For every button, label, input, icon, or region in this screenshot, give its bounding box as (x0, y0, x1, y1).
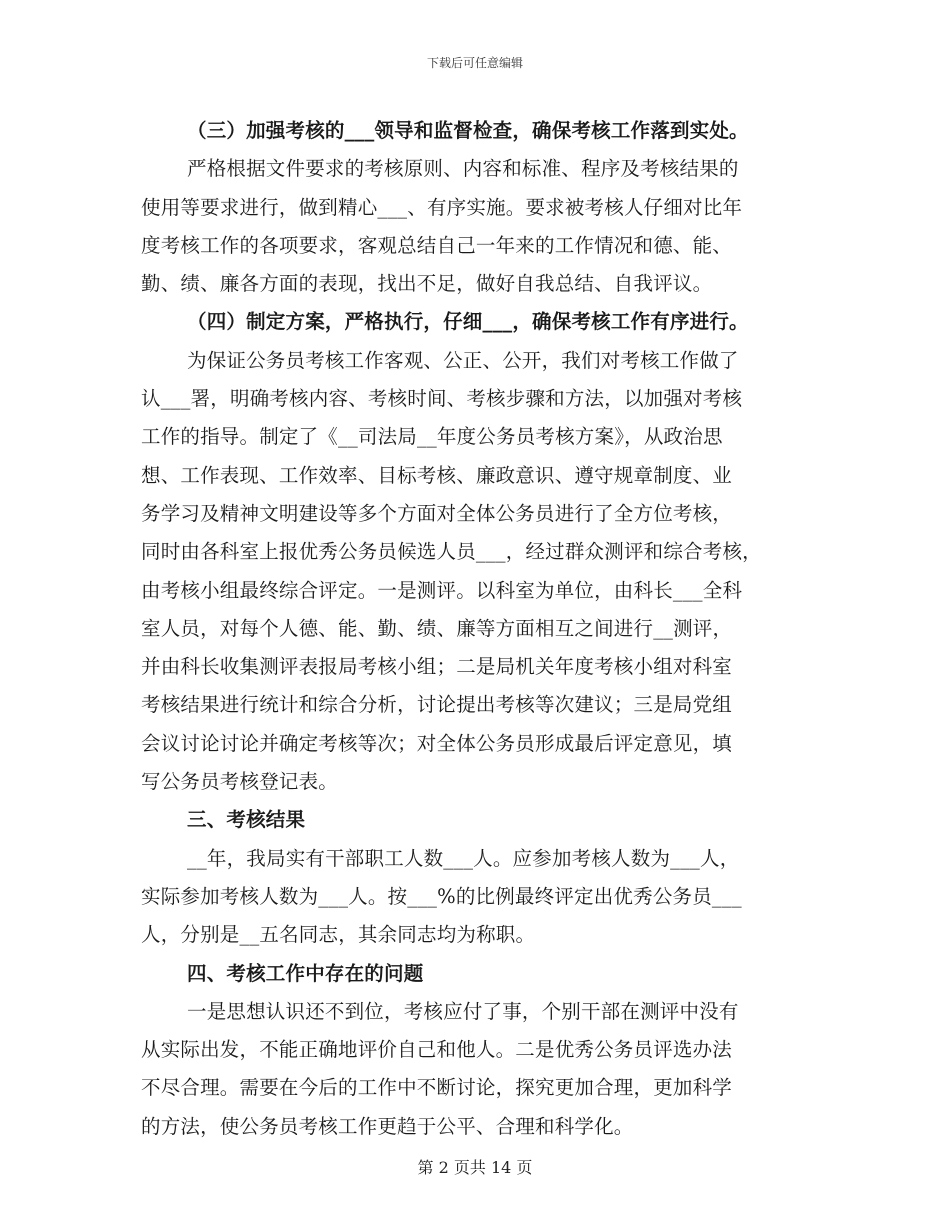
page-number-footer: 第 2 页共 14 页 (417, 1158, 533, 1177)
paragraph-line: 一是思想认识还不到位，考核应付了事，个别干部在测评中没有 (187, 999, 739, 1023)
paragraph-line: 实际参加考核人数为___人。按___%的比例最终评定出优秀公务员___ (141, 884, 742, 908)
paragraph-line: 不尽合理。需要在今后的工作中不断讨论，探究更加合理，更加科学 (141, 1076, 733, 1100)
paragraph-line: 从实际出发，不能正确地评价自己和他人。二是优秀公务员评选办法 (141, 1038, 733, 1062)
paragraph-line: 并由科长收集测评表报局考核小组；二是局机关年度考核小组对科室 (141, 655, 733, 679)
paragraph-line: 写公务员考核登记表。 (141, 770, 339, 794)
paragraph-line: 的方法，使公务员考核工作更趋于公平、合理和科学化。 (141, 1114, 634, 1138)
paragraph-line: 室人员，对每个人德、能、勤、绩、廉等方面相互之间进行__测评， (141, 616, 733, 640)
paragraph-line: 为保证公务员考核工作客观、公正、公开，我们对考核工作做了 (187, 348, 739, 372)
paragraph-line: 同时由各科室上报优秀公务员候选人员___，经过群众测评和综合考核， (141, 540, 762, 564)
document-body (141, 112, 821, 1146)
page-header: 下载后可任意编辑 (426, 56, 523, 70)
section-heading: （三）加强考核的___领导和监督检查，确保考核工作落到实处。 (187, 119, 749, 142)
paragraph-line: 认___署，明确考核内容、考核时间、考核步骤和方法，以加强对考核 (141, 387, 743, 411)
paragraph-line: 严格根据文件要求的考核原则、内容和标准、程序及考核结果的 (187, 157, 739, 181)
paragraph-line: 务学习及精神文明建设等多个方面对全体公务员进行了全方位考核， (141, 501, 733, 525)
paragraph-line: 勤、绩、廉各方面的表现，找出不足，做好自我总结、自我评议。 (141, 272, 713, 296)
paragraph-line: 使用等要求进行，做到精心___、有序实施。要求被考核人仔细对比年 (141, 195, 743, 219)
paragraph-line: 人，分别是__五名同志，其余同志均为称职。 (141, 923, 536, 947)
paragraph-line: 由考核小组最终综合评定。一是测评。以科室为单位，由科长___全科 (141, 578, 743, 602)
paragraph-line: 想、工作表现、工作效率、目标考核、廉政意识、遵守规章制度、业 (141, 463, 733, 487)
paragraph-line: 会议讨论讨论并确定考核等次；对全体公务员形成最后评定意见，填 (141, 731, 733, 755)
paragraph-line: 工作的指导。制定了《__司法局__年度公务员考核方案》，从政治思 (141, 425, 723, 449)
section-heading: 三、考核结果 (187, 808, 306, 832)
paragraph-line: 考核结果进行统计和综合分析，讨论提出考核等次建议；三是局党组 (141, 693, 733, 717)
paragraph-line: 度考核工作的各项要求，客观总结自己一年来的工作情况和德、能、 (141, 233, 733, 257)
section-heading: 四、考核工作中存在的问题 (187, 961, 424, 985)
paragraph-line: __年，我局实有干部职工人数___人。应参加考核人数为___人， (187, 846, 740, 870)
section-heading: （四）制定方案，严格执行，仔细___，确保考核工作有序进行。 (187, 310, 749, 334)
